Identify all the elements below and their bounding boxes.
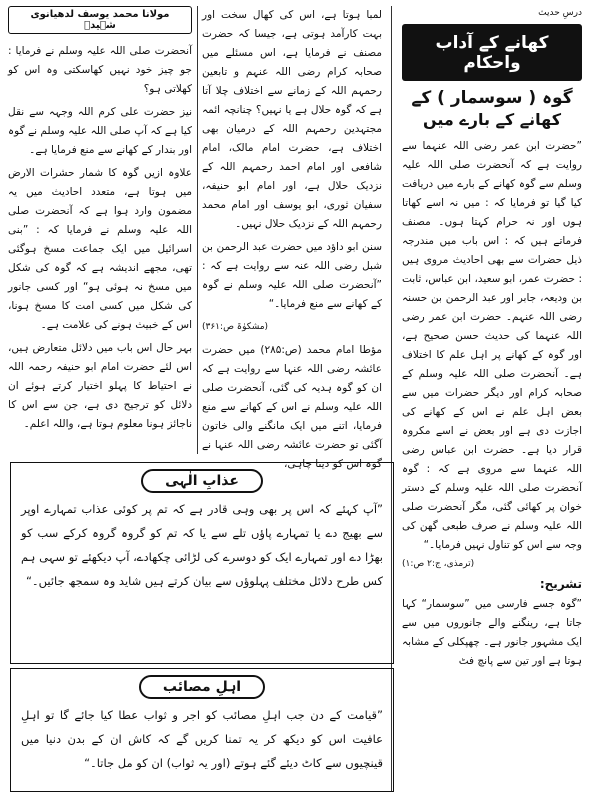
body-paragraph: لمبا ہوتا ہے، اس کی کھال سخت اور بہت کارآمد ہوتی ہے، جیسا کہ حضرت مصنف نے فرمایا ہے، اس مسئلے میں صحابہ کرام رضی اللہ عنہم و تابعین رحمہم اللہ کے زمانے سے اختلاف چلا آتا ہے کہ گوہ حلال ہے یا نہیں؟ چنانچہ ائمہ مجتہدین رحمہم اللہ کے درمیان بھی اختلاف ہے، حضرت امام مالک، امام شافعی اور امام احمد رحمہم اللہ کے نزدیک حلال ہے، اور امام ابو حنیفہ، سفیان ثوری، ابو یوسف اور امام محمد رحمہم اللہ کے نزدیک حلال نہیں۔ — [202, 9, 382, 230]
box-heading: اہلِ مصائب — [139, 675, 265, 699]
body-paragraph: علاوہ ازیں گوہ کا شمار حشرات الارض میں ہوتا ہے، متعدد احادیث میں یہ مضمون وارد ہوا ہے کہ آنحضرت صلی اللہ علیہ وسلم نے فرمایا کہ : ”بنی اسرائیل میں ایک جماعت مسخ ہوگئی تھی، مجھے اندیشہ ہے کہ گوہ کی شکل میں مسخ نہ ہوئی ہو“ اور کسی جانور کی شکل میں کسی امت کا مسخ ہونا، اس کے خبیث ہونے کی علامت ہے۔ — [8, 167, 192, 331]
body-paragraph: نیز حضرت علی کرم اللہ وجہہ سے نقل کیا ہے کہ آپ صلی اللہ علیہ وسلم نے گوہ اور بندار کے کھانے سے منع فرمایا ہے۔ — [8, 106, 192, 156]
body-paragraph: سنن ابو داؤد میں حضرت عبد الرحمن بن شبل رضی اللہ عنہ سے روایت ہے کہ : ”آنحضرت صلی اللہ علیہ وسلم نے گوہ کے کھانے سے منع فرمایا۔“ — [202, 241, 382, 310]
body-paragraph: آنحضرت صلی اللہ علیہ وسلم نے فرمایا : جو چیز خود نہیں کھاسکتی وہ اس کو کھلاتی ہو؟ — [8, 45, 192, 95]
body-reference: (مشکوٰۃ ص:۳۶۱) — [202, 322, 269, 332]
section-tag: درسِ حدیث — [538, 8, 582, 18]
box-text: ”قیامت کے دن جب اہلِ مصائب کو اجر و ثواب عطا کیا جائے گا تو اہلِ عافیت اس کو دیکھ کر یہ تمنا کریں گے کہ کاش ان کے بدن دنیا میں قینچیوں سے کاٹ دیئے گئے ہوتے (اور یہ ثواب) ان کو مل جاتا۔“ — [21, 708, 383, 770]
explanation-paragraph: ”گوہ جسے فارسی میں ”سوسمار“ کہا جاتا ہے، رینگنے والے جانوروں میں سے ایک مشہور جانور ہے۔ چھپکلی کے مشابہ ہوتا ہے اور تین سے پانچ فٹ — [402, 598, 582, 667]
explanation-label: تشریح: — [539, 577, 582, 591]
afflicted-people-box — [10, 668, 394, 792]
article-title: کھانے کے آداب واحکام — [402, 24, 582, 81]
article-subtitle-1: گوہ ( سوسمار ) کے — [411, 88, 573, 108]
article-column-middle — [202, 6, 382, 478]
hadith-reference: (ترمذی، ج:۲ ص:۱) — [402, 559, 475, 569]
divine-punishment-box — [10, 462, 394, 664]
body-paragraph: بہر حال اس باب میں دلائل متعارض ہیں، اس لئے حضرت امام ابو حنیفہ رحمہ اللہ نے احتیاط کا پہلو اختیار کرتے ہوئے ان دلائل کو ترجیح دی ہے، جن سے اس کا ناجائز ہونا معلوم ہوتا ہے، واللہ اعلم۔ — [8, 342, 192, 430]
box-heading: عذابِ الٰہی — [141, 469, 263, 493]
article-column-left — [8, 6, 192, 438]
body-paragraph: مؤطا امام محمد (ص:۲۸۵) میں حضرت عائشہ رضی اللہ عنہا سے روایت ہے کہ ان کو گوہ ہدیہ کی گئی، آنحضرت صلی اللہ علیہ وسلم نے اس کے کھانے سے منع فرمایا، اتنے میں ایک مانگنے والی خاتون آگئی تو حضرت عائشہ رضی اللہ عنہا نے گوہ اس کو دینا چاہی، — [202, 344, 382, 470]
hadith-paragraph: ”حضرت ابن عمر رضی اللہ عنہما سے روایت ہے کہ آنحضرت صلی اللہ علیہ وسلم سے گوہ کھانے کے بارے میں دریافت کیا گیا تو فرمایا کہ : میں نہ اسے کھاتا ہوں اور نہ حرام کہتا ہوں۔ مصنف فرماتے ہیں کہ : اس باب میں مندرجہ ذیل حضرات سے بھی احادیث مروی ہیں : حضرت عمر، ابو سعید، ابن عباس، ثابت بن ودیعہ، جابر اور عبد الرحمن بن حسنہ رضی اللہ عنہم۔ حضرت ابن عمر رضی اللہ عنہما کی حدیث حسن صحیح ہے، اور گوہ کے کھانے پر اہل علم کا اختلاف ہے۔ آنحضرت صلی اللہ علیہ وسلم کے صحابہ کرام اور دیگر حضرات میں سے بعض اہل علم نے اس کے کھانے کی اجازت دی ہے اور بعض نے اسے مکروہ قرار دیا ہے۔ حضرت ابن عباس رضی اللہ عنہما سے مروی ہے کہ : گوہ آنحضرت صلی اللہ علیہ وسلم کے دستر خوان پر کھائی گئی، مگر آنحضرت صلی اللہ علیہ وسلم نے صرف طبعی گھن کی وجہ سے اس کو تناول نہیں فرمایا۔“ — [402, 140, 582, 551]
article-subtitle-2: کھانے کے بارے میں — [422, 110, 562, 129]
column-divider — [197, 6, 198, 454]
box-text: ”آپ کہئے کہ اس پر بھی وہی قادر ہے کہ تم پر کوئی عذاب تمہارے اوپر سے بھیج دے یا تمہارے پاؤں تلے سے یا کہ تم کو گروہ گروہ کرکے سب کو بھڑا دے اور تمہارے ایک کو دوسرے کی لڑائی چکھادے، آپ دیکھئے تو سہی ہم کس طرح دلائل مختلف پہلوؤں سے بیان کرتے ہیں شاید وہ سمجھ جائیں۔“ — [21, 502, 383, 588]
article-column-right — [402, 6, 582, 675]
author-banner: مولانا محمد یوسف لدھیانوی شہیدؒ — [8, 6, 192, 34]
